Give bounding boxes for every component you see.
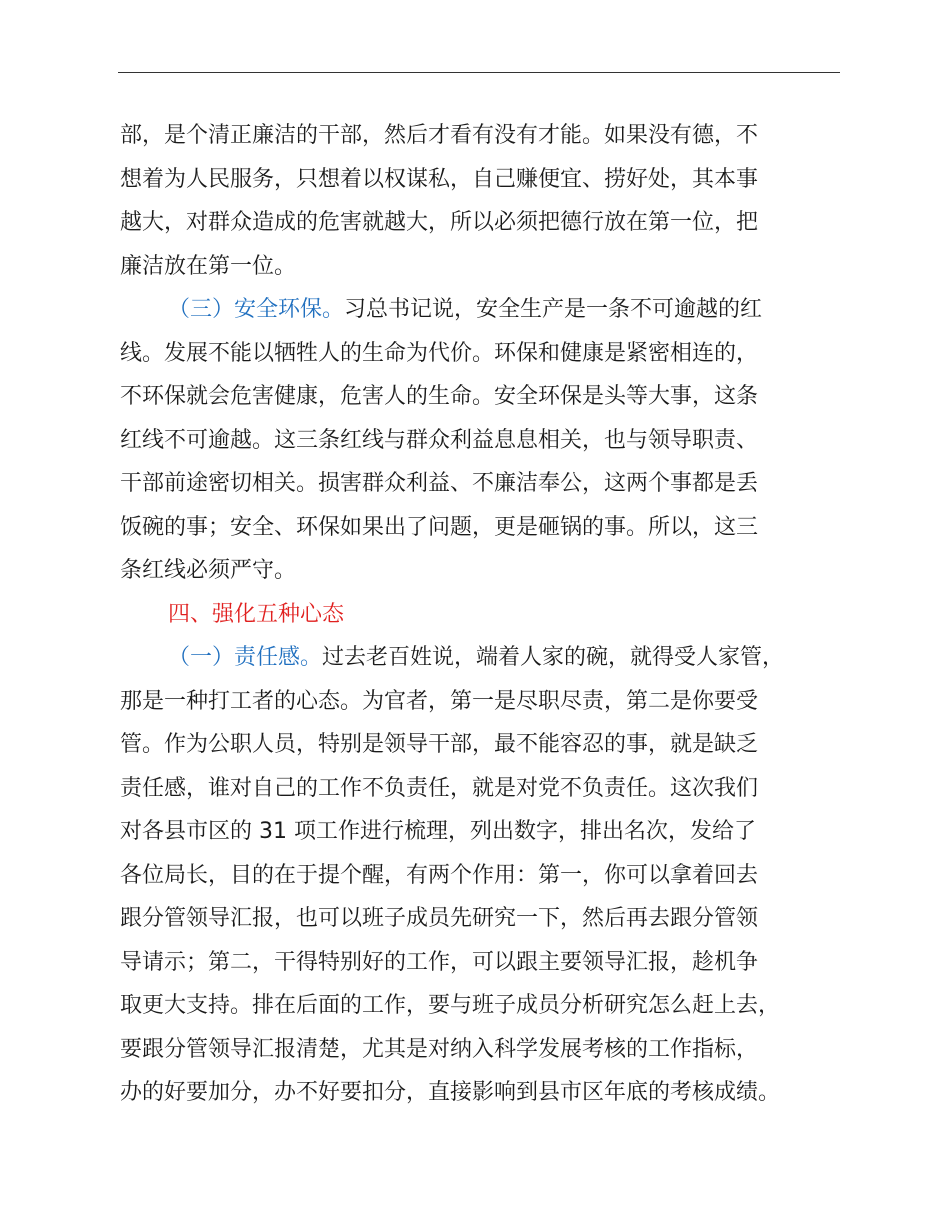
text-line: 跟分管领导汇报，也可以班子成员先研究一下，然后再去跟分管领: [120, 906, 759, 931]
text-line: 饭碗的事；安全、环保如果出了问题，更是砸锅的事。所以，这三: [120, 514, 759, 540]
text-line: 对各县市区的 31 项工作进行梳理，列出数字，排出名次，发给了: [120, 819, 756, 844]
paragraph-safety-environment: [120, 288, 842, 332]
text-line: 各位局长，目的在于提个醒，有两个作用：第一，你可以拿着回去: [120, 862, 759, 888]
text-line: 红线不可逾越。这三条红线与群众利益息息相关，也与领导职责、: [120, 427, 759, 453]
text-line: 干部前途密切相关。损害群众利益、不廉洁奉公，这两个事都是丢: [120, 471, 759, 496]
subheading-safety-environment: （三）安全环保。: [168, 297, 345, 322]
text-line: 想着为人民服务，只想着以权谋私，自己赚便宜、捞好处，其本事: [120, 166, 759, 192]
section-heading-five-mindsets: 四、强化五种心态: [168, 601, 345, 627]
paragraph-responsibility: [120, 636, 842, 680]
text-line: 责任感，谁对自己的工作不负责任，就是对党不负责任。这次我们: [120, 775, 759, 801]
text-line: 那是一种打工者的心态。为官者，第一是尽职尽责，第二是你要受: [120, 688, 759, 714]
body-text: [120, 114, 842, 1115]
text-line: 条红线必须严守。: [120, 558, 297, 583]
text-run: 习总书记说，安全生产是一条不可逾越的红: [344, 297, 763, 322]
text-line: 办的好要加分，办不好要扣分，直接影响到县市区年底的考核成绩。: [120, 1080, 781, 1105]
text-line: 部，是个清正廉洁的干部，然后才看有没有才能。如果没有德，不: [120, 123, 759, 148]
subheading-responsibility: （一）责任感。: [168, 645, 323, 670]
text-line: 取更大支持。排在后面的工作，要与班子成员分析研究怎么赶上去，: [120, 993, 781, 1018]
text-line: 要跟分管领导汇报清楚，尤其是对纳入科学发展考核的工作指标，: [120, 1036, 759, 1062]
text-line: 越大，对群众造成的危害就越大，所以必须把德行放在第一位，把: [120, 210, 759, 235]
text-line: 线。发展不能以牺牲人的生命为代价。环保和健康是紧密相连的，: [120, 340, 759, 366]
text-run: 过去老百姓说，端着人家的碗，就得受人家管，: [322, 645, 785, 670]
text-line: 管。作为公职人员，特别是领导干部，最不能容忍的事，就是缺乏: [120, 732, 759, 757]
text-line: 导请示；第二，干得特别好的工作，可以跟主要领导汇报，趁机争: [120, 949, 759, 975]
header-rule: [118, 72, 840, 73]
text-line: 不环保就会危害健康，危害人的生命。安全环保是头等大事，这条: [120, 384, 759, 409]
text-line: 廉洁放在第一位。: [120, 253, 297, 279]
